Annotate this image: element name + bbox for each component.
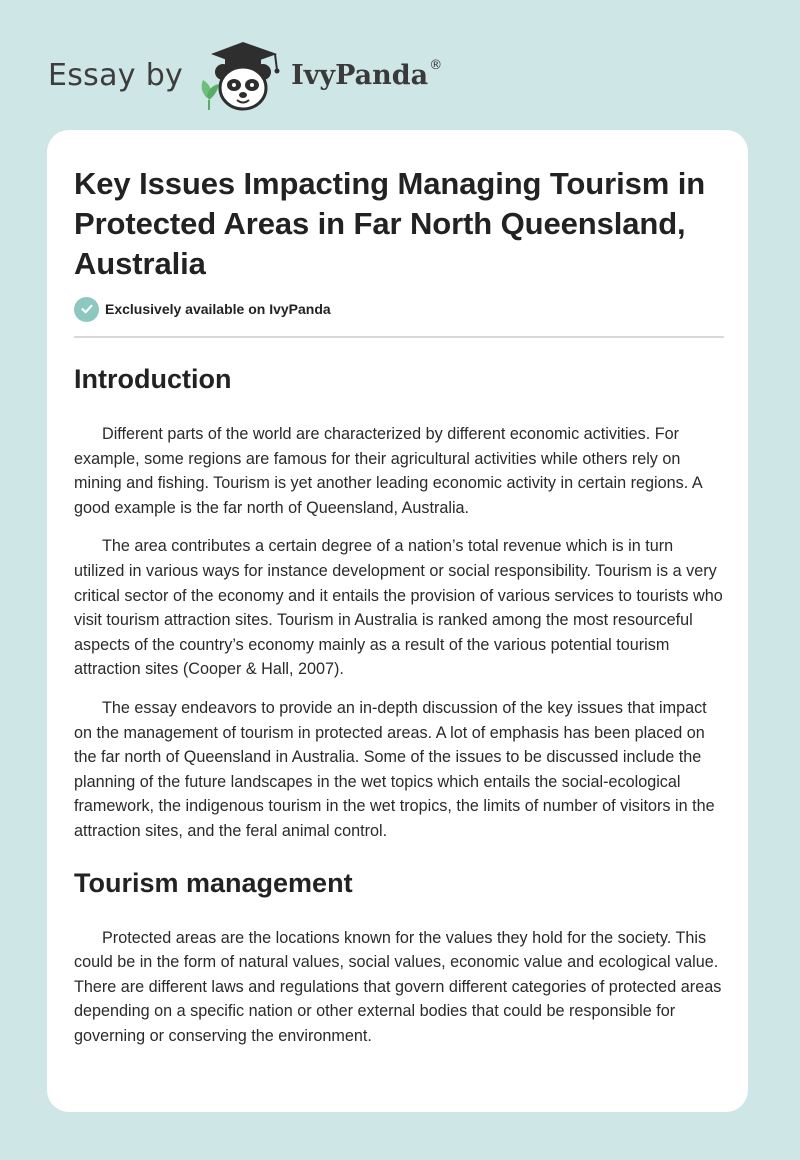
registered-mark: ®	[429, 57, 443, 73]
brand-name: IvyPanda	[291, 59, 429, 91]
title-divider	[74, 336, 724, 338]
check-icon	[74, 297, 99, 322]
paragraph: Protected areas are the locations known for the values they hold for the society. This could be in the form of natural values, social values, economic value and ecological value. There are different laws and regulations that govern different categories of protected areas depending on a specific nation or other external bodies that could be responsible for governing or conserving the environment.	[74, 928, 722, 1045]
section-heading-introduction: Introduction	[74, 364, 232, 394]
essay-card	[47, 130, 748, 1112]
panda-logo-icon	[197, 36, 289, 114]
section-heading-tourism-management: Tourism management	[74, 867, 353, 898]
exclusive-badge-label: Exclusively available on IvyPanda	[105, 301, 331, 317]
exclusive-badge	[74, 296, 724, 322]
brand-header[interactable]	[48, 36, 442, 114]
paragraph: Different parts of the world are characterized by different economic activities. For example, some regions are famous for their agricultural activities while others rely on mining and fishing. Tourism is yet another leading economic activity in certain regions. A good example is the far north of Queensland, Australia.	[74, 425, 702, 517]
essay-title: Key Issues Impacting Managing Tourism in Protected Areas in Far North Queensland, Australia	[74, 166, 706, 281]
brand-prefix: Essay by	[48, 57, 184, 93]
paragraph: The area contributes a certain degree of a nation’s total revenue which is in turn utilized in various ways for instance development or social responsibility. Tourism is a very critical sector of the economy and it entails the provision of various services to tourists who visit tourism attraction sites. Tourism in Australia is ranked among the most resourceful aspects of the country’s economy mainly as a result of the various potential tourism attraction sites (Cooper & Hall, 2007).	[74, 537, 723, 679]
paragraph: The essay endeavors to provide an in-depth discussion of the key issues that impact on the management of tourism in protected areas. A lot of emphasis has been placed on the far north of Queensland in Australia. Some of the issues to be discussed include the planning of the future landscapes in the wet topics which entails the social-ecological framework, the indigenous tourism in the wet tropics, the limits of number of visitors in the attraction sites, and the feral animal control.	[74, 698, 715, 840]
essay-content	[74, 164, 724, 1048]
